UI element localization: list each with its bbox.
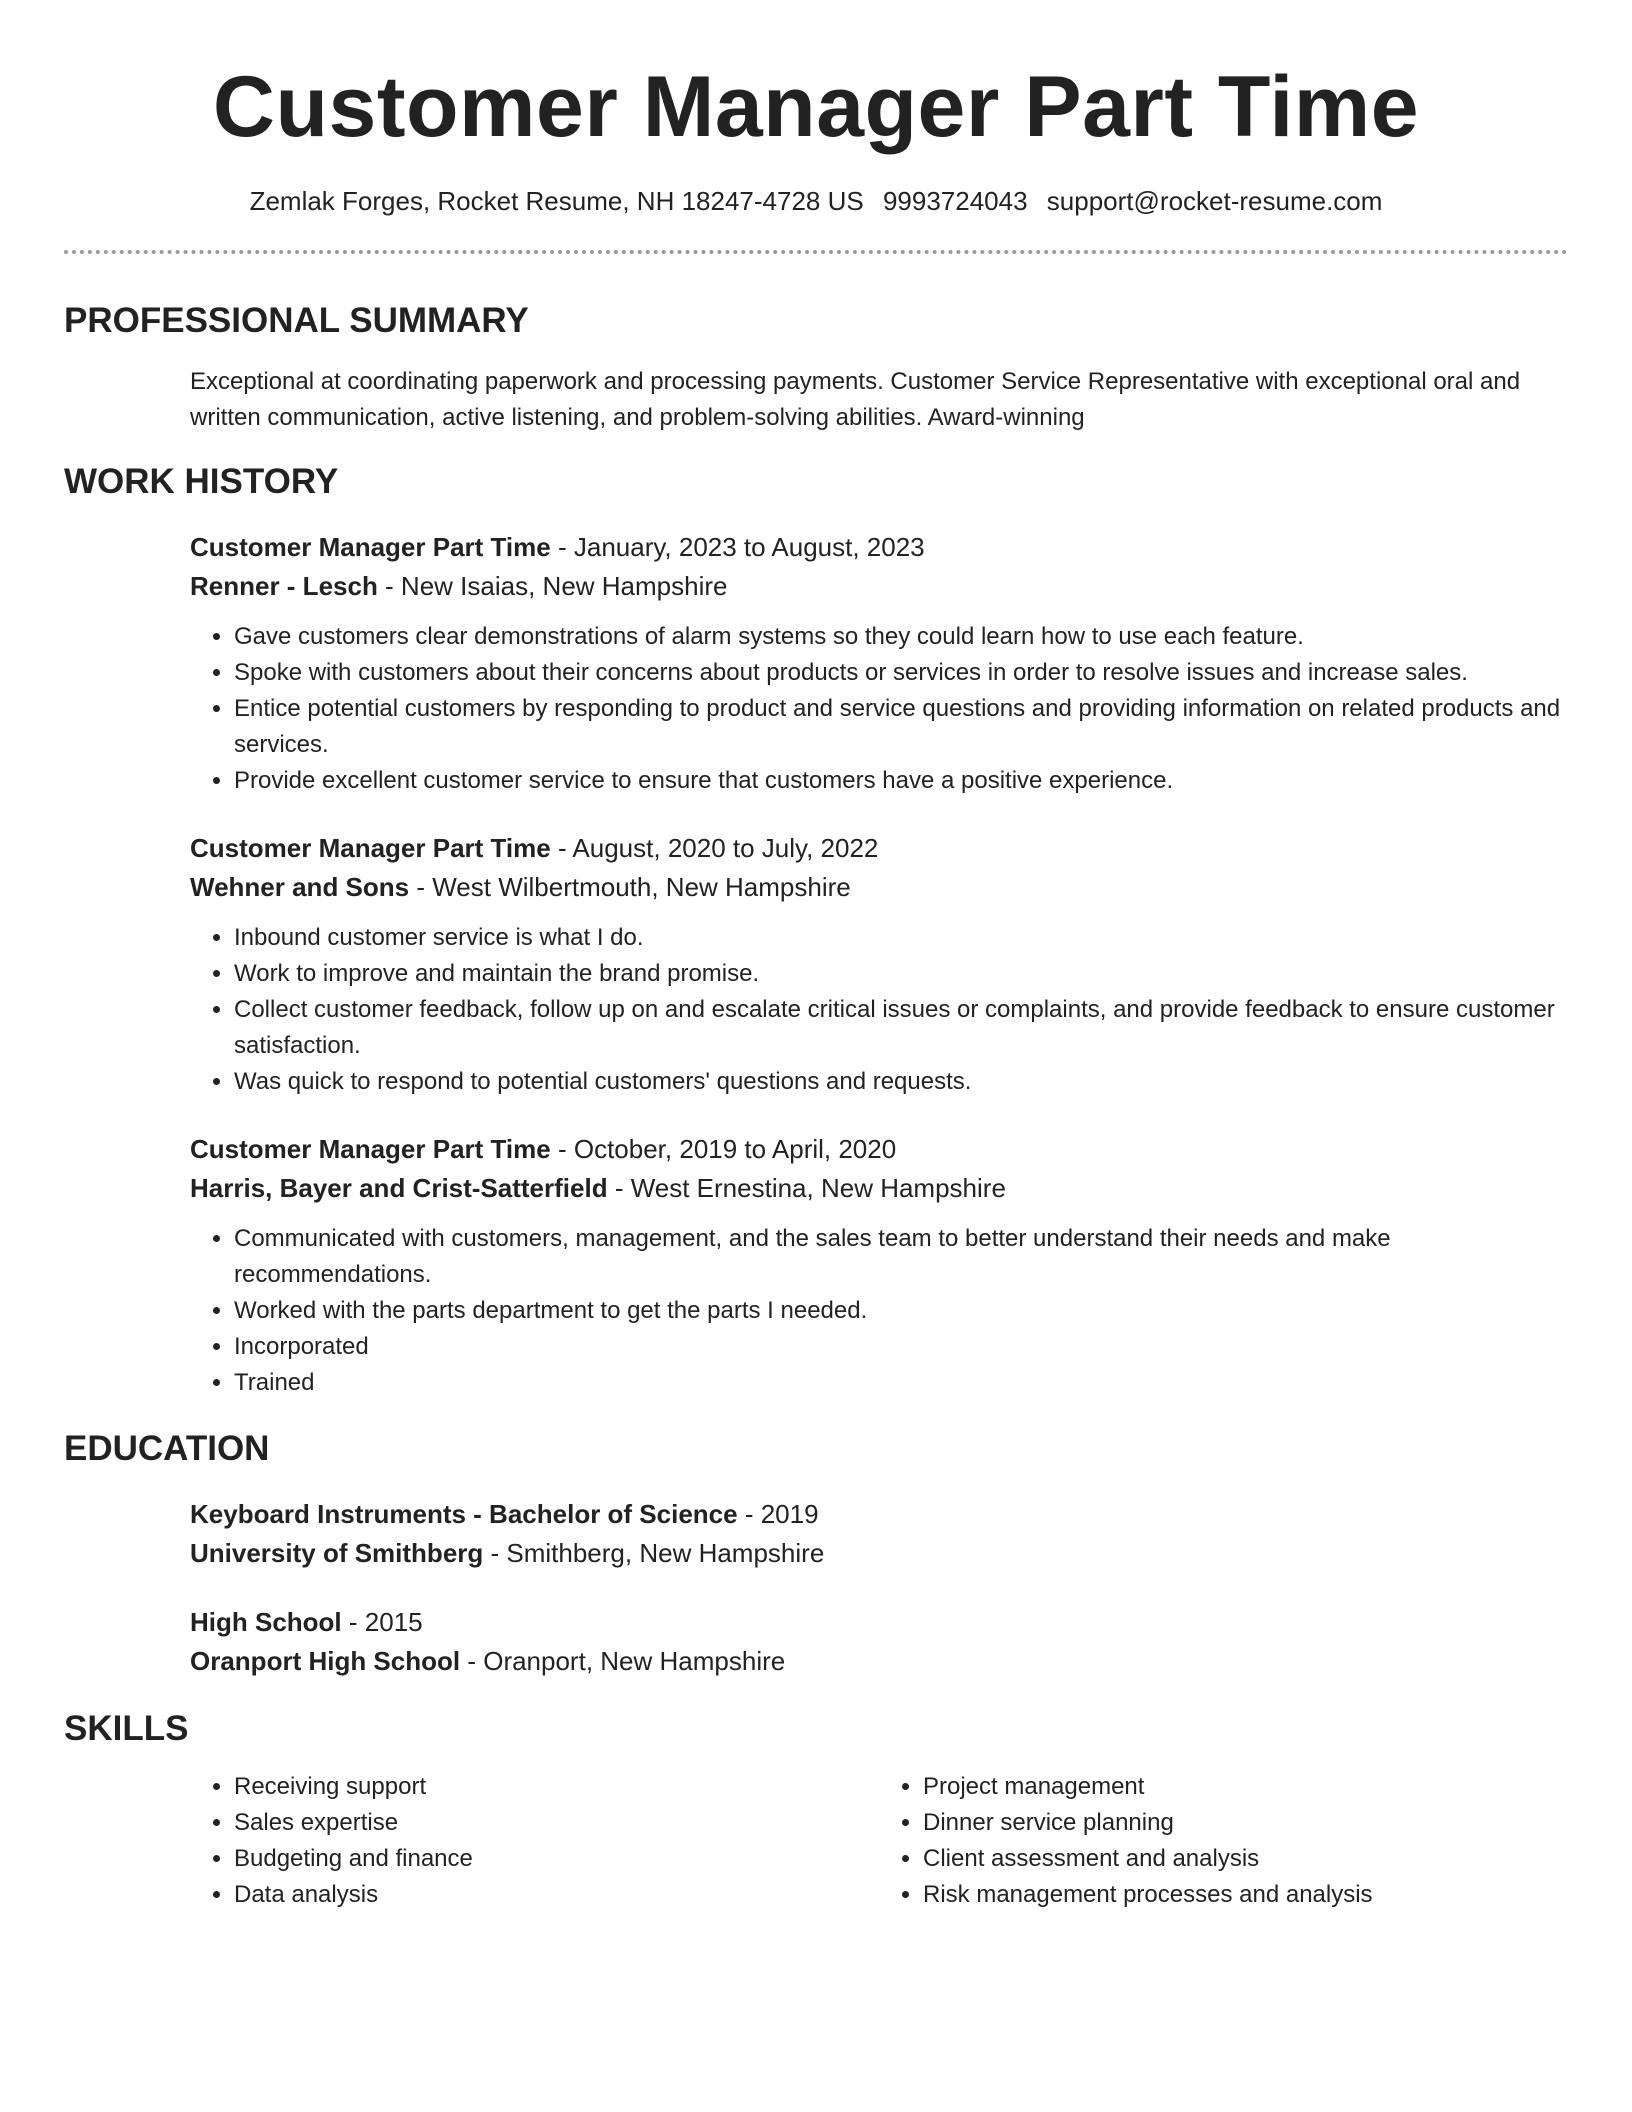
job-location: - West Ernestina, New Hampshire — [607, 1173, 1006, 1203]
contact-email: support@rocket-resume.com — [1046, 186, 1383, 216]
header-divider — [64, 250, 1568, 254]
skill-item: • Data analysis — [234, 1877, 879, 1913]
list-item: • Spoke with customers about their concerns about products or services in order to resolve issues and increase sales. — [234, 655, 1568, 691]
job-company-line — [190, 1169, 1568, 1208]
job-company: Renner - Lesch — [190, 571, 378, 601]
list-item: • Worked with the parts department to get the parts I needed. — [234, 1293, 1568, 1329]
skills-heading: SKILLS — [64, 1709, 189, 1748]
skill-item: • Budgeting and finance — [234, 1841, 879, 1877]
job-title-line — [190, 1130, 1568, 1169]
job-entry-2 — [190, 829, 1568, 1100]
job-dates: - October, 2019 to April, 2020 — [550, 1134, 897, 1164]
degree-name: High School — [190, 1607, 342, 1637]
job-bullets — [190, 619, 1568, 799]
school-location: - Smithberg, New Hampshire — [483, 1538, 825, 1568]
summary-text: Exceptional at coordinating paperwork and processing payments. Customer Service Representative with exceptional oral and written communication, active listening, and problem-solving abilities. Award-winning — [190, 368, 1521, 431]
list-item: • Gave customers clear demonstrations of alarm systems so they could learn how to use each feature. — [234, 619, 1568, 655]
skills-column-right — [879, 1769, 1568, 1913]
skills-grid — [190, 1769, 1568, 1913]
summary-heading: PROFESSIONAL SUMMARY — [64, 301, 529, 340]
degree-name: Keyboard Instruments - Bachelor of Science — [190, 1499, 738, 1529]
school-name: University of Smithberg — [190, 1538, 484, 1568]
job-company-line — [190, 567, 1568, 606]
degree-line — [190, 1495, 1568, 1534]
job-bullets — [190, 920, 1568, 1100]
job-company: Wehner and Sons — [190, 872, 410, 902]
work-history-heading: WORK HISTORY — [64, 462, 339, 501]
skill-item: • Sales expertise — [234, 1805, 879, 1841]
skills-column-left — [190, 1769, 879, 1913]
list-item: • Incorporated — [234, 1329, 1568, 1365]
job-title-line — [190, 528, 1568, 567]
job-dates: - August, 2020 to July, 2022 — [550, 833, 879, 863]
degree-year: - 2015 — [341, 1607, 423, 1637]
job-company-line — [190, 868, 1568, 907]
contact-phone: 9993724043 — [882, 186, 1028, 216]
job-company: Harris, Bayer and Crist-Satterfield — [190, 1173, 608, 1203]
skill-item: • Receiving support — [234, 1769, 879, 1805]
job-dates: - January, 2023 to August, 2023 — [550, 532, 925, 562]
job-location: - New Isaias, New Hampshire — [377, 571, 728, 601]
list-item: • Provide excellent customer service to ensure that customers have a positive experience. — [234, 763, 1568, 799]
school-line — [190, 1534, 1568, 1573]
education-heading: EDUCATION — [64, 1429, 270, 1468]
school-line — [190, 1642, 1568, 1681]
education-entry-1 — [190, 1495, 1568, 1573]
education-entry-2 — [190, 1603, 1568, 1681]
list-item: • Entice potential customers by responding to product and service questions and providing information on related products and services. — [234, 691, 1568, 763]
job-entry-1 — [190, 528, 1568, 799]
job-location: - West Wilbertmouth, New Hampshire — [409, 872, 851, 902]
list-item: • Collect customer feedback, follow up on and escalate critical issues or complaints, and provide feedback to ensure customer satisfaction. — [234, 992, 1568, 1064]
list-item: • Communicated with customers, management, and the sales team to better understand their needs and make recommendations. — [234, 1221, 1568, 1293]
list-item: • Inbound customer service is what I do. — [234, 920, 1568, 956]
list-item: • Was quick to respond to potential customers' questions and requests. — [234, 1064, 1568, 1100]
school-name: Oranport High School — [190, 1646, 461, 1676]
degree-line — [190, 1603, 1568, 1642]
skill-item: • Dinner service planning — [923, 1805, 1568, 1841]
degree-year: - 2019 — [737, 1499, 819, 1529]
resume-name: Customer Manager Part Time — [212, 59, 1420, 155]
job-entry-3 — [190, 1130, 1568, 1401]
job-position: Customer Manager Part Time — [190, 532, 551, 562]
list-item: • Trained — [234, 1365, 1568, 1401]
contact-address: Zemlak Forges, Rocket Resume, NH 18247-4728 US — [249, 186, 864, 216]
job-position: Customer Manager Part Time — [190, 833, 551, 863]
job-position: Customer Manager Part Time — [190, 1134, 551, 1164]
list-item: • Work to improve and maintain the brand promise. — [234, 956, 1568, 992]
contact-info — [64, 184, 1568, 218]
job-title-line — [190, 829, 1568, 868]
skill-item: • Client assessment and analysis — [923, 1841, 1568, 1877]
job-bullets — [190, 1221, 1568, 1401]
skill-item: • Risk management processes and analysis — [923, 1877, 1568, 1913]
skill-item: • Project management — [923, 1769, 1568, 1805]
school-location: - Oranport, New Hampshire — [460, 1646, 786, 1676]
